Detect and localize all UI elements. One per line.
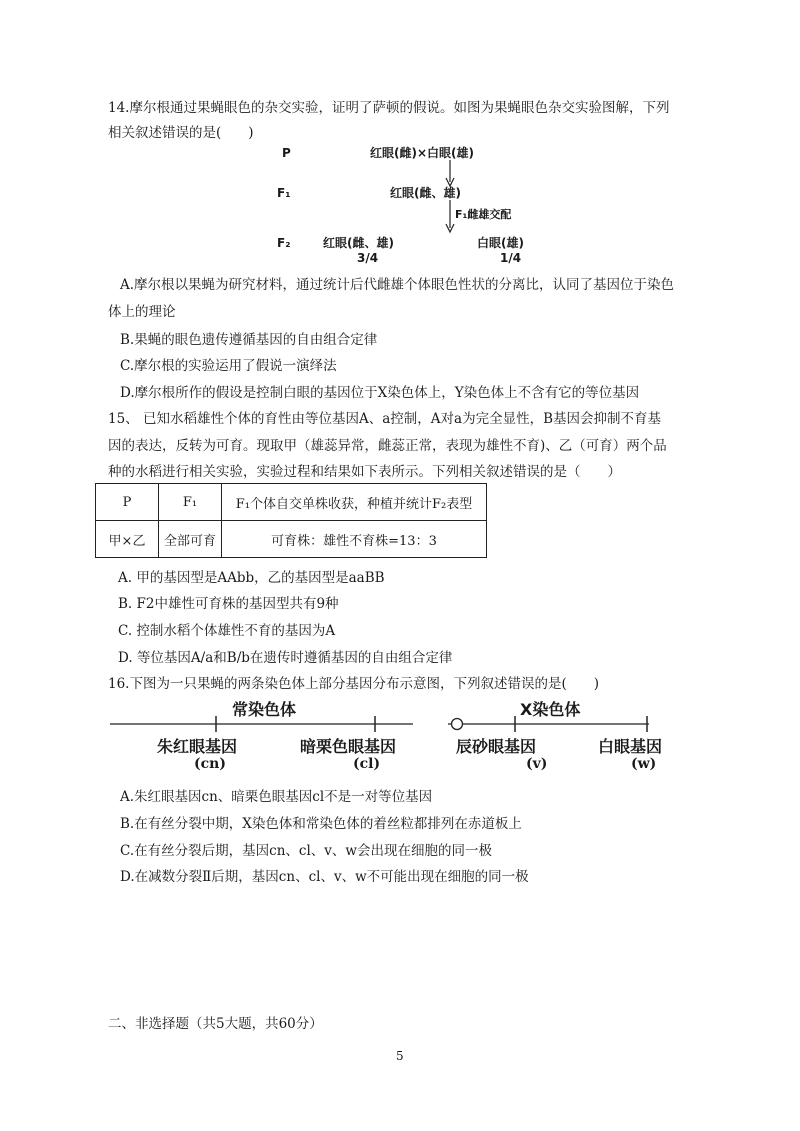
x-chromosome-title: X染色体 [520, 700, 581, 719]
table-cell: 可育株：雄性不育株=13：3 [222, 521, 487, 558]
q14-f1-label: F₁ [277, 186, 291, 200]
q14-option-a-line2: 体上的理论 [108, 304, 176, 320]
q15-option-a: A. 甲的基因型是AAbb，乙的基因型是aaBB [118, 570, 385, 586]
table-row [96, 521, 487, 558]
q16-stem: 16.下图为一只果蝇的两条染色体上部分基因分布示意图，下列叙述错误的是( ) [108, 676, 600, 692]
q14-option-d: D.摩尔根所作的假设是控制白眼的基因位于X染色体上，Y染色体上不含有它的等位基因 [120, 385, 640, 401]
gene-v-code: (v) [526, 756, 548, 772]
q14-option-b: B.果蝇的眼色遗传遵循基因的自由组合定律 [120, 332, 378, 348]
q14-stem-line2: 相关叙述错误的是( ) [108, 125, 254, 141]
q14-f2-label: F₂ [277, 236, 291, 250]
q16-option-a: A.朱红眼基因cn、暗栗色眼基因cl不是一对等位基因 [120, 789, 433, 805]
table-cell: 全部可育 [159, 521, 222, 558]
q15-option-c: C. 控制水稻个体雄性不育的基因为A [118, 623, 336, 639]
q15-option-b: B. F2中雄性可育株的基因型共有9种 [118, 596, 339, 612]
q15-stem-line2: 因的表达，反转为可育。现取甲（雄蕊异常，雌蕊正常，表现为雄性不育)、乙（可育）两个品 [108, 438, 667, 454]
q16-option-b: B.在有丝分裂中期，X染色体和常染色体的着丝粒都排列在赤道板上 [120, 816, 522, 832]
q14-stem-line1: 14.摩尔根通过果蝇眼色的杂交实验，证明了萨顿的假说。如图为果蝇眼色杂交实验图解，下列 [108, 100, 670, 116]
q14-option-c: C.摩尔根的实验运用了假说一演绎法 [120, 358, 337, 374]
q16-option-c: C.在有丝分裂后期，基因cn、cl、v、w会出现在细胞的同一极 [120, 843, 492, 859]
table-header-cell: F₁ [159, 484, 222, 521]
section-2-heading: 二、非选择题（共5大题，共60分） [108, 1016, 323, 1032]
q14-mating: F₁雌雄交配 [455, 208, 512, 221]
q15-table [95, 483, 487, 558]
page-number: 5 [396, 1049, 404, 1063]
gene-cl-code: (cl) [353, 756, 381, 772]
q14-p-label: P [282, 146, 291, 160]
q15-option-d: D. 等位基因A/a和B/b在遗传时遵循基因的自由组合定律 [118, 650, 453, 666]
gene-w-code: (w) [631, 756, 657, 772]
q15-stem-line1: 15、 已知水稻雄性个体的育性由等位基因A、a控制，A对a为完全显性，B基因会抑制不育基 [108, 411, 661, 427]
q14-option-a-line1: A.摩尔根以果蝇为研究材料，通过统计后代雌雄个体眼色性状的分离比，认同了基因位于染色 [120, 277, 675, 293]
table-header-row [96, 484, 487, 521]
gene-w-name: 白眼基因 [598, 737, 663, 756]
q14-f2-left: 红眼(雌、雄) [323, 236, 394, 250]
autosome-title: 常染色体 [232, 700, 297, 719]
gene-cl-name: 暗栗色眼基因 [300, 737, 397, 756]
q16-option-d: D.在减数分裂Ⅱ后期，基因cn、cl、v、w不可能出现在细胞的同一极 [120, 869, 529, 885]
gene-cn-name: 朱红眼基因 [157, 737, 238, 756]
q14-f2-right: 白眼(雄) [477, 236, 524, 250]
table-cell: 甲×乙 [96, 521, 159, 558]
gene-v-name: 辰砂眼基因 [456, 737, 537, 756]
q14-f2-right-ratio: 1/4 [500, 251, 522, 265]
q14-f2-left-ratio: 3/4 [357, 251, 379, 265]
table-header-cell: P [96, 484, 159, 521]
q15-stem-line3: 种的水稻进行相关实验，实验过程和结果如下表所示。下列相关叙述错误的是（ ） [108, 464, 621, 480]
q14-p-cross: 红眼(雌)×白眼(雄) [370, 146, 474, 160]
gene-cn-code: (cn) [194, 756, 226, 772]
table-header-cell: F₁个体自交单株收获，种植并统计F₂表型 [222, 484, 487, 521]
q14-f1: 红眼(雌、雄) [390, 186, 461, 200]
